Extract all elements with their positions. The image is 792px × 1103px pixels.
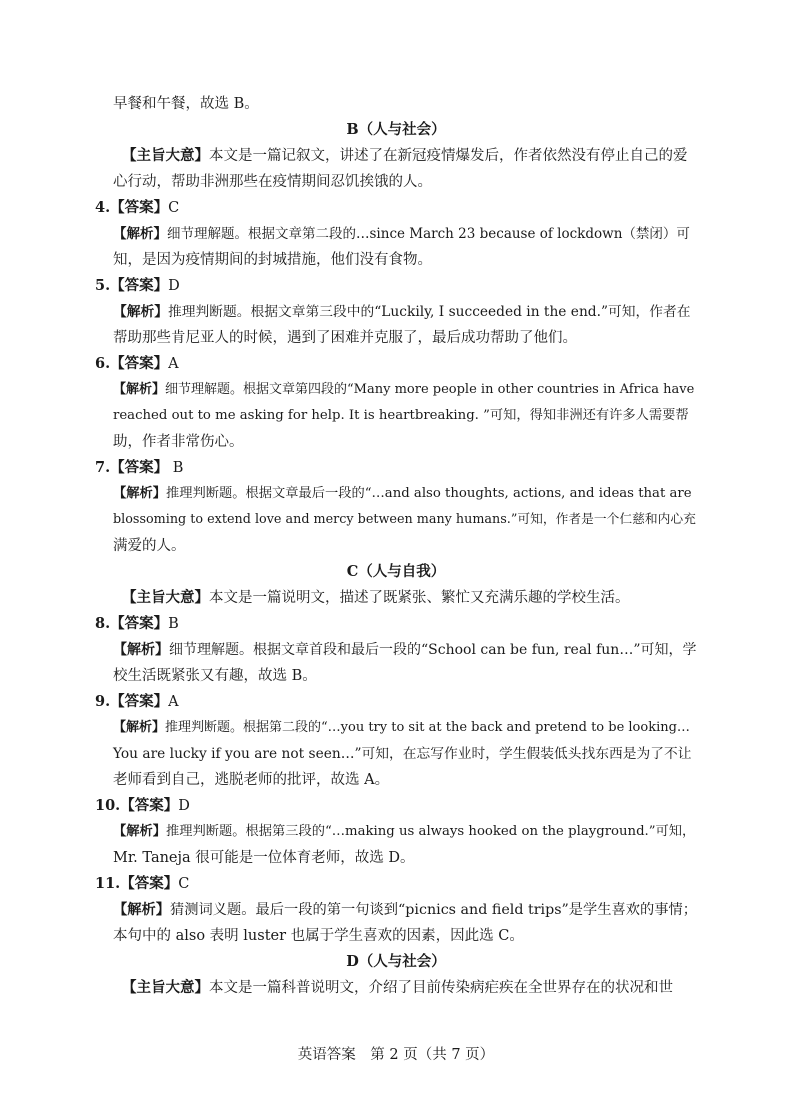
section-b-heading: B（人与社会） [346,121,446,138]
section-b-summary [122,146,688,166]
answer-tag: 【答案】 [120,797,179,814]
q8-explanation [113,640,696,660]
q4-explanation-cont: 知，是因为疫情期间的封城措施，他们没有食物。 [113,252,432,268]
q6-explanation-cont2: 助，作者非常伤心。 [113,434,244,450]
question-number: 9. [95,693,111,710]
summary-tag: 【主旨大意】 [122,979,209,996]
answer-tag: 【答案】 [110,277,169,294]
q11-explanation [113,900,697,920]
q10-explanation [113,822,695,842]
explanation-text: 推理判断题。根据文章第三段中的“Luckily, I succeeded in the end.”可知，作者在 [168,304,691,320]
answer-tag: 【答案】 [110,615,169,632]
explanation-text: 细节理解题。根据文章第二段的…since March 23 because of lockdown（禁闭）可 [167,226,690,242]
answer-value: A [168,694,179,710]
section-c-heading: C（人与自我） [346,563,446,580]
answer-tag: 【答案】 [110,355,169,372]
q4-explanation [113,224,690,244]
explanation-text: 推理判断题。根据文章最后一段的“…and also thoughts, actions, and ideas that are [166,486,692,501]
summary-text-cont: 心行动，帮助非洲那些在疫情期间忍饥挨饿的人。 [113,174,432,190]
q9-answer-line [95,692,179,712]
section-d-heading: D（人与社会） [346,953,446,970]
q6-explanation [113,380,694,400]
answer-value: D [168,278,180,294]
question-number: 10. [95,797,121,814]
question-number: 11. [95,875,121,892]
q5-explanation-cont: 帮助那些肯尼亚人的时候，遇到了困难并克服了，最后成功帮助了他们。 [113,330,577,346]
explanation-text: 猜测词义题。最后一段的第一句谈到“picnics and field trips”是学生喜欢的事情； [170,902,698,918]
q11-explanation-cont: 本句中的 also 表明 luster 也属于学生喜欢的因素，因此选 C。 [113,928,524,944]
answer-value: B [168,616,179,632]
answer-tag: 【答案】 [110,459,169,476]
answer-value: C [168,200,180,216]
explanation-tag: 【解析】 [113,304,169,320]
q9-explanation-cont: You are lucky if you are not seen…”可知，在忘写作业时，学生假装低头找东西是为了不让 [113,746,692,762]
q7-explanation-cont2: 满爱的人。 [113,538,186,554]
page-footer: 英语答案 第 2 页（共 7 页） [297,1047,495,1063]
answer-value: D [178,798,190,814]
answer-value: C [178,876,190,892]
question-number: 8. [95,615,111,632]
q11-answer-line [95,874,189,894]
summary-tag: 【主旨大意】 [122,147,209,164]
q5-answer-line [95,276,180,296]
explanation-tag: 【解析】 [113,642,169,658]
section-c-summary [122,588,630,608]
answer-value: B [168,460,184,476]
q5-explanation [113,302,691,322]
question-number: 4. [95,199,111,216]
q6-explanation-cont: reached out to me asking for help. It is heartbreaking. ”可知，得知非洲还有许多人需要帮 [113,408,689,423]
summary-text: 本文是一篇记叙文，讲述了在新冠疫情爆发后，作者依然没有停止自己的爱 [209,148,688,164]
explanation-text: 推理判断题。根据第二段的“…you try to sit at the back and pretend to be looking… [165,720,690,735]
q7-answer-line [95,458,183,478]
explanation-tag: 【解析】 [113,824,167,839]
q8-answer-line [95,614,179,634]
continued-line: 早餐和午餐，故选 B。 [113,96,259,112]
question-number: 7. [95,459,111,476]
explanation-text: 细节理解题。根据文章第四段的“Many more people in other countries in Africa have [165,382,695,397]
explanation-tag: 【解析】 [113,720,166,735]
q10-answer-line [95,796,190,816]
answer-tag: 【答案】 [110,199,169,216]
answer-value: A [168,356,179,372]
question-number: 5. [95,277,111,294]
section-d-summary [122,978,673,998]
answer-tag: 【答案】 [120,875,179,892]
explanation-text: 推理判断题。根据第三段的“…making us always hooked on the playground.”可知， [166,824,696,839]
explanation-tag: 【解析】 [113,226,167,242]
explanation-tag: 【解析】 [113,382,166,397]
q10-explanation-cont: Mr. Taneja 很可能是一位体育老师，故选 D。 [113,850,415,866]
q7-explanation-cont: blossoming to extend love and mercy between many humans.”可知，作者是一个仁慈和内心充 [113,512,696,527]
q7-explanation [113,484,692,504]
explanation-text: 细节理解题。根据文章首段和最后一段的“School can be fun, real fun…”可知，学 [169,642,697,658]
q9-explanation-cont2: 老师看到自己，逃脱老师的批评，故选 A。 [113,772,390,788]
summary-text: 本文是一篇科普说明文，介绍了目前传染病疟疾在全世界存在的状况和世 [209,980,673,996]
explanation-tag: 【解析】 [113,902,171,918]
explanation-tag: 【解析】 [113,486,167,501]
summary-tag: 【主旨大意】 [122,589,209,606]
q8-explanation-cont: 校生活既紧张又有趣，故选 B。 [113,668,317,684]
q9-explanation [113,718,690,738]
summary-text: 本文是一篇说明文，描述了既紧张、繁忙又充满乐趣的学校生活。 [209,590,630,606]
q4-answer-line [95,198,179,218]
q6-answer-line [95,354,179,374]
question-number: 6. [95,355,111,372]
answer-tag: 【答案】 [110,693,169,710]
